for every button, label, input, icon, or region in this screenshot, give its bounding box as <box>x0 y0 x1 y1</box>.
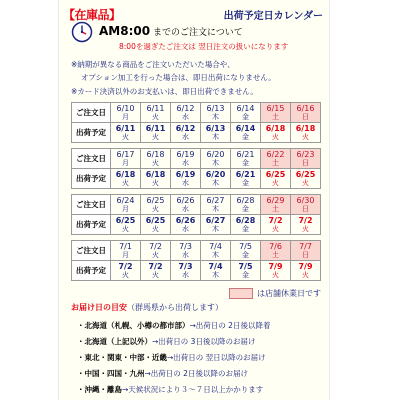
date-text: 6/18 <box>145 169 166 179</box>
weekday-text: 火 <box>272 224 279 233</box>
ship-date-label: 出荷予定 <box>72 261 111 281</box>
date-text: 6/20 <box>206 149 225 159</box>
weekday-text: 水 <box>182 132 189 141</box>
weekday-text: 水 <box>182 224 189 233</box>
order-date-row <box>72 149 321 169</box>
ship-date-cell <box>261 123 291 143</box>
weekday-text: 火 <box>152 132 159 141</box>
note-line-2: オプション加工を行った場合は、即日出荷になりません。 <box>81 73 276 82</box>
date-text: 6/30 <box>296 195 315 205</box>
weekday-text: 土 <box>272 158 279 167</box>
weekday-text: 水 <box>182 204 189 213</box>
legend-text: は店舗休業日です <box>257 289 321 298</box>
calendar-week <box>71 240 321 281</box>
calendar-header <box>59 6 329 20</box>
weekday-text: 月 <box>122 250 129 259</box>
order-date-label: ご注文日 <box>72 195 111 215</box>
weekday-text: 水 <box>182 178 189 187</box>
weekday-text: 水 <box>182 270 189 279</box>
ship-date-label: 出荷予定 <box>72 169 111 189</box>
date-text: 6/28 <box>236 195 255 205</box>
weekday-text: 火 <box>152 112 159 121</box>
date-text: 6/21 <box>236 149 255 159</box>
weekday-text: 月 <box>122 158 129 167</box>
date-text: 7/2 <box>148 261 163 271</box>
weekday-text: 土 <box>272 112 279 121</box>
delivery-item: ・中国・四国・九州→出荷日の 2日後以降のお届け <box>77 369 248 378</box>
order-date-cell <box>111 241 141 261</box>
date-text: 6/15 <box>266 103 285 113</box>
weekday-text: 火 <box>272 132 279 141</box>
weekday-text: 木 <box>212 132 219 141</box>
order-date-label: ご注文日 <box>72 103 111 123</box>
ship-date-cell <box>111 123 141 143</box>
date-text: 6/25 <box>145 215 166 225</box>
clock-icon <box>71 21 93 43</box>
ship-date-cell <box>291 169 321 189</box>
date-text: 7/3 <box>178 261 193 271</box>
cutoff-time: AM8:00 <box>99 24 151 38</box>
order-date-cell <box>171 103 201 123</box>
calendar-title: 出荷予定日カレンダー <box>223 11 323 22</box>
date-text: 6/11 <box>145 123 166 133</box>
date-text: 7/2 <box>118 261 133 271</box>
ship-date-cell <box>171 261 201 281</box>
weekday-text: 土 <box>272 250 279 259</box>
order-date-cell <box>201 149 231 169</box>
order-date-cell <box>111 195 141 215</box>
weekday-text: 火 <box>122 132 129 141</box>
weekday-text: 火 <box>152 204 159 213</box>
ship-date-cell <box>291 215 321 235</box>
date-text: 6/28 <box>235 215 256 225</box>
order-date-cell <box>141 195 171 215</box>
order-date-label: ご注文日 <box>72 149 111 169</box>
date-text: 7/5 <box>239 241 252 251</box>
weekday-text: 金 <box>242 158 249 167</box>
date-text: 7/4 <box>209 241 222 251</box>
date-text: 6/18 <box>265 123 286 133</box>
weekday-text: 火 <box>302 224 309 233</box>
ship-date-cell <box>111 169 141 189</box>
ship-date-cell <box>291 261 321 281</box>
date-text: 6/25 <box>265 169 286 179</box>
date-text: 7/5 <box>238 261 253 271</box>
date-text: 6/12 <box>176 103 195 113</box>
cutoff-line <box>99 24 243 38</box>
weekday-text: 金 <box>242 224 249 233</box>
date-text: 6/12 <box>175 123 196 133</box>
order-date-cell <box>291 195 321 215</box>
weekday-text: 火 <box>302 270 309 279</box>
weekday-text: 金 <box>242 112 249 121</box>
date-text: 6/10 <box>116 103 135 113</box>
note-line-3: ※カード決済以外のお支払いは、即日出荷できません。 <box>71 87 258 96</box>
date-text: 6/26 <box>175 215 196 225</box>
ship-date-cell <box>171 215 201 235</box>
weekday-text: 月 <box>122 112 129 121</box>
weekday-text: 火 <box>122 224 129 233</box>
ship-date-cell <box>201 169 231 189</box>
date-text: 6/24 <box>116 195 135 205</box>
weekday-text: 木 <box>212 158 219 167</box>
weekday-text: 火 <box>152 178 159 187</box>
date-text: 7/7 <box>299 241 312 251</box>
ship-date-label: 出荷予定 <box>72 215 111 235</box>
weekday-text: 日 <box>302 158 309 167</box>
order-date-cell <box>171 195 201 215</box>
order-date-cell <box>171 149 201 169</box>
order-date-cell <box>261 241 291 261</box>
weekday-text: 木 <box>212 112 219 121</box>
ship-date-cell <box>141 215 171 235</box>
weekday-text: 火 <box>272 270 279 279</box>
date-text: 6/19 <box>175 169 196 179</box>
date-text: 7/9 <box>298 261 313 271</box>
date-text: 7/2 <box>268 215 283 225</box>
ship-date-cell <box>261 261 291 281</box>
weekday-text: 火 <box>122 178 129 187</box>
order-date-cell <box>141 103 171 123</box>
ship-date-cell <box>171 123 201 143</box>
date-text: 6/18 <box>295 123 316 133</box>
delivery-item: ・東北・関東・中部・近畿→出荷日の 翌日以降のお届け <box>77 353 266 362</box>
cutoff-note: 8:00を過ぎたご注文は 翌日注文の扱いになります <box>119 42 289 51</box>
holiday-legend <box>229 288 321 299</box>
weekday-text: 日 <box>302 204 309 213</box>
date-text: 7/6 <box>269 241 282 251</box>
ship-date-cell <box>231 215 261 235</box>
date-text: 6/19 <box>176 149 195 159</box>
date-text: 7/3 <box>179 241 192 251</box>
date-text: 6/25 <box>295 169 316 179</box>
weekday-text: 木 <box>212 178 219 187</box>
order-date-cell <box>291 149 321 169</box>
ship-date-cell <box>231 261 261 281</box>
weekday-text: 火 <box>152 270 159 279</box>
date-text: 7/9 <box>268 261 283 271</box>
date-text: 6/26 <box>176 195 195 205</box>
order-date-cell <box>231 103 261 123</box>
stock-badge: 【在庫品】 <box>63 8 121 22</box>
order-date-cell <box>201 195 231 215</box>
date-text: 6/11 <box>115 123 136 133</box>
date-text: 6/22 <box>266 149 285 159</box>
date-text: 6/14 <box>236 103 255 113</box>
weekday-text: 木 <box>212 270 219 279</box>
weekday-text: 木 <box>212 250 219 259</box>
order-date-cell <box>261 103 291 123</box>
weekday-text: 火 <box>152 158 159 167</box>
ship-date-cell <box>141 123 171 143</box>
date-text: 6/16 <box>296 103 315 113</box>
delivery-sub: （群馬県から出荷します） <box>127 303 223 312</box>
weekday-text: 木 <box>212 224 219 233</box>
calendar-week <box>71 194 321 235</box>
date-text: 6/18 <box>146 149 165 159</box>
date-text: 7/4 <box>208 261 223 271</box>
ship-date-cell <box>261 169 291 189</box>
ship-date-cell <box>201 123 231 143</box>
ship-date-row <box>72 123 321 143</box>
date-text: 6/18 <box>115 169 136 179</box>
weekday-text: 土 <box>272 204 279 213</box>
order-date-row <box>72 195 321 215</box>
order-date-cell <box>261 149 291 169</box>
order-date-cell <box>141 241 171 261</box>
date-text: 6/13 <box>206 103 225 113</box>
date-text: 6/23 <box>296 149 315 159</box>
date-text: 6/25 <box>115 215 136 225</box>
weekday-text: 火 <box>302 132 309 141</box>
ship-date-cell <box>141 261 171 281</box>
delivery-item: ・北海道（札幌、小樽の都市部）→出荷日の 2日後以降着 <box>77 321 271 330</box>
date-text: 6/25 <box>146 195 165 205</box>
weekday-text: 水 <box>182 112 189 121</box>
date-text: 7/1 <box>119 241 132 251</box>
order-date-cell <box>231 149 261 169</box>
ship-date-cell <box>261 215 291 235</box>
weekday-text: 火 <box>122 270 129 279</box>
ship-date-cell <box>231 123 261 143</box>
order-date-cell <box>231 241 261 261</box>
order-date-row <box>72 241 321 261</box>
weekday-text: 火 <box>152 224 159 233</box>
order-date-cell <box>111 103 141 123</box>
ship-date-cell <box>201 215 231 235</box>
calendar-week <box>71 148 321 189</box>
weekday-text: 日 <box>302 250 309 259</box>
note-line-1: ※納期が異なる商品をご注文いただいた場合や、 <box>71 60 235 69</box>
weekday-text: 火 <box>272 178 279 187</box>
weekday-text: 金 <box>242 178 249 187</box>
date-text: 7/2 <box>298 215 313 225</box>
delivery-item: ・沖縄・離島→天候状況により３～７日以上かかります <box>77 385 264 394</box>
ship-date-cell <box>231 169 261 189</box>
weekday-text: 金 <box>242 250 249 259</box>
date-text: 6/14 <box>235 123 256 133</box>
ship-date-cell <box>171 169 201 189</box>
weekday-text: 木 <box>212 204 219 213</box>
date-text: 6/27 <box>206 195 225 205</box>
date-text: 6/29 <box>266 195 285 205</box>
ship-date-cell <box>111 215 141 235</box>
order-date-cell <box>291 103 321 123</box>
weekday-text: 金 <box>242 270 249 279</box>
order-date-cell <box>231 195 261 215</box>
ship-date-cell <box>141 169 171 189</box>
ship-date-row <box>72 261 321 281</box>
delivery-item: ・北海道（上記以外）→出荷日の 3日後以降のお届け <box>77 337 256 346</box>
weekday-text: 火 <box>302 178 309 187</box>
order-date-cell <box>141 149 171 169</box>
delivery-heading: お届け日の目安（群馬県から出荷します） <box>71 303 223 312</box>
date-text: 6/17 <box>116 149 135 159</box>
order-date-cell <box>201 241 231 261</box>
calendar-week <box>71 102 321 143</box>
weekday-text: 水 <box>182 250 189 259</box>
weekday-text: 金 <box>242 132 249 141</box>
cutoff-text: までのご注文について <box>152 28 243 38</box>
date-text: 6/11 <box>146 103 165 113</box>
date-text: 6/13 <box>205 123 226 133</box>
ship-date-cell <box>291 123 321 143</box>
order-date-row <box>72 103 321 123</box>
weekday-text: 火 <box>152 250 159 259</box>
weekday-text: 水 <box>182 158 189 167</box>
weekday-text: 金 <box>242 204 249 213</box>
date-text: 6/20 <box>205 169 226 179</box>
weekday-text: 月 <box>122 204 129 213</box>
ship-date-cell <box>111 261 141 281</box>
weekday-text: 日 <box>302 112 309 121</box>
date-text: 7/2 <box>149 241 162 251</box>
shipping-calendar-card <box>58 0 330 400</box>
order-date-cell <box>171 241 201 261</box>
order-date-cell <box>291 241 321 261</box>
order-date-cell <box>111 149 141 169</box>
order-date-cell <box>201 103 231 123</box>
ship-date-label: 出荷予定 <box>72 123 111 143</box>
order-date-cell <box>261 195 291 215</box>
order-date-label: ご注文日 <box>72 241 111 261</box>
date-text: 6/27 <box>205 215 226 225</box>
date-text: 6/21 <box>235 169 256 179</box>
ship-date-row <box>72 215 321 235</box>
holiday-swatch <box>229 288 253 299</box>
ship-date-row <box>72 169 321 189</box>
ship-date-cell <box>201 261 231 281</box>
